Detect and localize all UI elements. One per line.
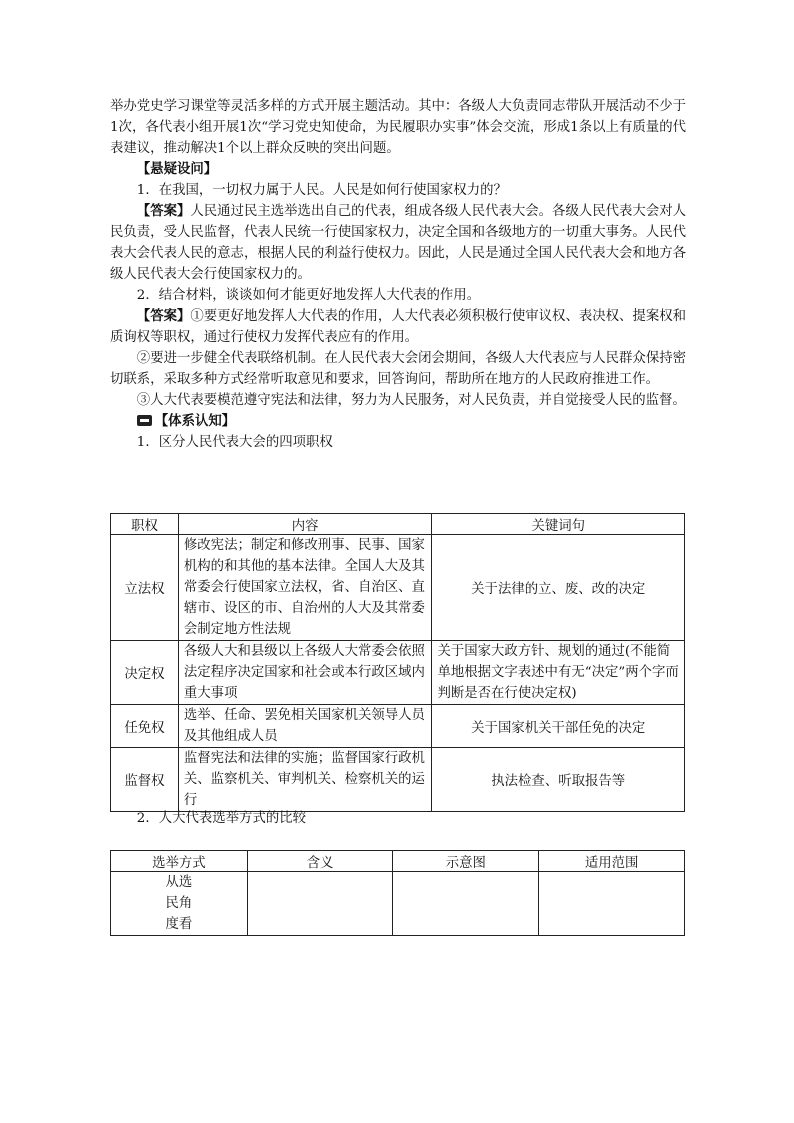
table-header: 含义 bbox=[247, 851, 393, 872]
answer-1 bbox=[110, 201, 686, 285]
answer-label: 【答案】 bbox=[136, 308, 191, 324]
table-header: 职权 bbox=[111, 514, 179, 535]
key-cell: 执法检查、听取报告等 bbox=[432, 748, 685, 812]
table-header: 内容 bbox=[178, 514, 432, 535]
table-1-caption: 1．区分人民代表大会的四项职权 bbox=[136, 435, 333, 450]
table-2-caption-block bbox=[110, 808, 686, 829]
section-question-heading: 【悬疑设问】 bbox=[136, 161, 218, 177]
method-cell: 从选 民角 度看 bbox=[111, 872, 248, 936]
table-header-row bbox=[111, 514, 685, 535]
intro-paragraph: 举办党史学习课堂等灵活多样的方式开展主题活动。其中：各级人大负责同志带队开展活动不少于1次，各代表小组开展1次“学习党史知使命，为民履职办实事”体会交流，形成1条以上有质量的代表建议，推动解决1个以上群众反映的突出问题。 bbox=[110, 99, 686, 156]
table-header-row bbox=[111, 851, 685, 872]
answer-2-point-3: ③人大代表要模范遵守宪法和法律，努力为人民服务，对人民负责，并自觉接受人民的监督。 bbox=[136, 393, 686, 408]
power-cell: 决定权 bbox=[111, 641, 179, 705]
table-row bbox=[111, 641, 685, 705]
answer-label: 【答案】 bbox=[136, 203, 191, 219]
table-row bbox=[111, 748, 685, 812]
table-row bbox=[111, 535, 685, 641]
table-header: 选举方式 bbox=[111, 851, 248, 872]
meaning-cell bbox=[247, 872, 393, 936]
key-cell: 关于国家大政方针、规划的通过(不能简单地根据文字表述中有无“决定”两个字而判断是否在行使决定权) bbox=[432, 641, 685, 705]
content-cell: 修改宪法；制定和修改刑事、民事、国家机构的和其他的基本法律。全国人大及其常委会行使国家立法权，省、自治区、直辖市、设区的市、自治州的人大及其常委会制定地方性法规 bbox=[178, 535, 432, 641]
table-2-caption: 2．人大代表选举方式的比较 bbox=[136, 811, 307, 826]
answer-2 bbox=[110, 306, 686, 348]
table-header: 适用范围 bbox=[539, 851, 685, 872]
content-cell: 各级人大和县级以上各级人大常委会依照法定程序决定国家和社会或本行政区域内重大事项 bbox=[178, 641, 432, 705]
power-cell: 监督权 bbox=[111, 748, 179, 812]
content-cell: 选举、任命、罢免相关国家机关领导人员及其他组成人员 bbox=[178, 705, 432, 748]
key-cell: 关于法律的立、废、改的决定 bbox=[432, 535, 685, 641]
powers-table bbox=[110, 513, 685, 812]
question-2: 2．结合材料，谈谈如何才能更好地发挥人大代表的作用。 bbox=[136, 288, 481, 303]
power-cell: 立法权 bbox=[111, 535, 179, 641]
table-header: 示意图 bbox=[393, 851, 539, 872]
answer-2-point-1: ①要更好地发挥人大代表的作用，人大代表必须积极行使审议权、表决权、提案权和质询权等职权，通过行使权力发挥代表应有的作用。 bbox=[110, 309, 687, 345]
table-row bbox=[111, 705, 685, 748]
table-row bbox=[111, 872, 685, 936]
key-cell: 关于国家机关干部任免的决定 bbox=[432, 705, 685, 748]
diagram-cell bbox=[393, 872, 539, 936]
power-cell: 任免权 bbox=[111, 705, 179, 748]
answer-1-text: 人民通过民主选举选出自己的代表，组成各级人民代表大会。各级人民代表大会对人民负责，受人民监督，代表人民统一行使国家权力，决定全国和各级地方的一切重大事务。人民代表大会代表人民的意志，根据人民的利益行使权力。因此，人民是通过全国人民代表大会和地方各级人民代表大会行使国家权力的。 bbox=[110, 204, 687, 282]
table-header: 关键词句 bbox=[432, 514, 685, 535]
scope-cell bbox=[539, 872, 685, 936]
election-methods-table bbox=[110, 850, 685, 936]
content-cell: 监督宪法和法律的实施；监督国家行政机关、监察机关、审判机关、检察机关的运行 bbox=[178, 748, 432, 812]
body-text bbox=[110, 96, 686, 453]
answer-2-point-2: ②要进一步健全代表联络机制。在人民代表大会闭会期间，各级人大代表应与人民群众保持密切联系，采取多种方式经常听取意见和要求，回答询问，帮助所在地方的人民政府推进工作。 bbox=[110, 351, 686, 387]
section-system-label: 【体系认知】 bbox=[154, 413, 236, 429]
pencil-box-icon bbox=[137, 415, 152, 426]
section-system-heading bbox=[110, 411, 686, 432]
question-1: 1．在我国，一切权力属于人民。人民是如何行使国家权力的？ bbox=[136, 183, 507, 198]
